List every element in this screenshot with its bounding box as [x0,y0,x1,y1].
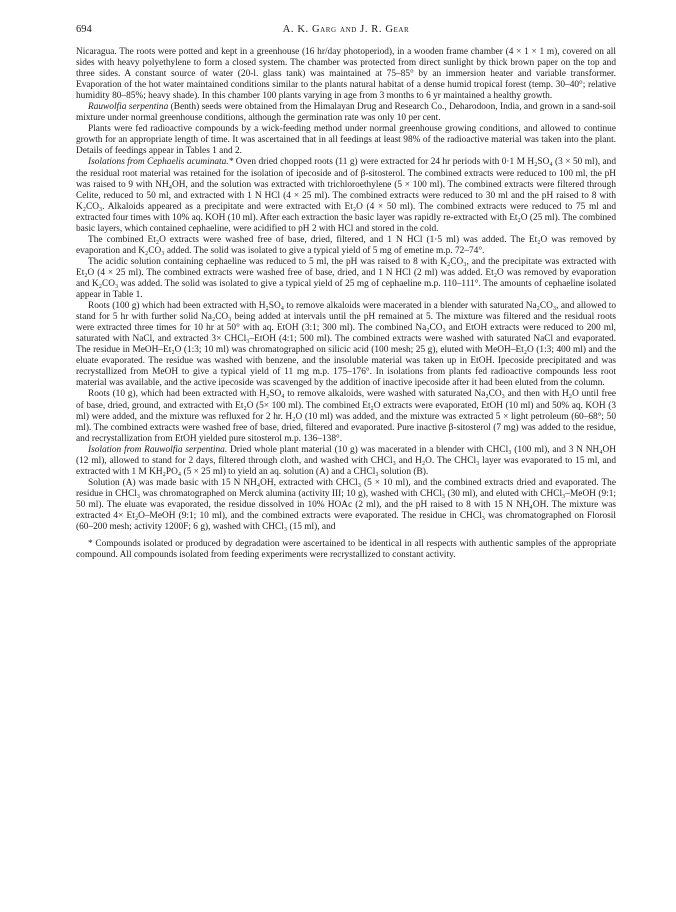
section-heading: Isolation from Rauwolfia serpentina. [88,444,228,455]
paragraph-lead: Rauwolfia serpentina [88,102,169,113]
running-title: A. K. Garg and J. R. Gear [282,24,410,35]
paragraph: Plants were fed radioactive compounds by a wick-feeding method under normal greenhouse growing conditions, and allowed to continue growth for an appropriate length of time. It was ascertained that in all feedings at least 98% of the radioactive material was taken into the plant. Details of feedings appear in Tables 1 and 2. [76,124,616,157]
footnote [76,539,616,561]
paragraph: Isolation from Rauwolfia serpentina. Dried whole plant material (10 g) was macerated in a blender with CHCl₃ (100 ml), and 3 N NH₄OH (12 ml), allowed to stand for 2 days, filtered through cloth, and washed with CHCl₃ and H₂O. The CHCl₃ layer was evaporated to 15 ml, and extracted with 1 M KH₂PO₄ (5 × 25 ml) to yield an aq. solution (A) and a CHCl₃ solution (B). [76,444,616,477]
paragraph: The acidic solution containing cephaeline was reduced to 5 ml, the pH was raised to 8 with K₂CO₃, and the precipitate was extracted with Et₂O (4 × 25 ml). The combined extracts were washed free of base, dried, and 1 N HCl (2 ml) was added. Et₂O was removed by evaporation and K₂CO₃ was added. The solid was isolated to give a typical yield of 25 mg of cephaeline m.p. 110–111°. The amounts of cephaeline isolated appear in Table 1. [76,256,616,301]
paragraph: Isolations from Cephaelis acuminata.* Oven dried chopped roots (11 g) were extracted for 24 hr periods with 0·1 M H₂SO₄ (3 × 50 ml), and the residual root material was retained for the isolation of ipecoside and of β-sitosterol. The combined extracts were reduced to 100 ml, the pH was raised to 9 with NH₄OH, and the solution was extracted with trichloroethylene (5 × 100 ml). The combined extracts were filtered through Celite, reduced to 50 ml, and extracted with 1 N HCl (4 × 25 ml). The combined extracts were reduced to 30 ml and the pH raised to 8 with K₂CO₃. Alkaloids appeared as a precipitate and were extracted with Et₂O (4 × 50 ml). The combined extracts were reduced to 75 ml and extracted four times with 10% aq. KOH (10 ml). After each extraction the basic layer was rapidly re-extracted with Et₂O (25 ml). The combined basic layers, which contained cephaeline, were acidified to pH 2 with HCl and stored in the cold. [76,157,616,234]
paragraph: The combined Et₂O extracts were washed free of base, dried, filtered, and 1 N HCl (1·5 ml) was added. The Et₂O was removed by evaporation and K₂CO₃ added. The solid was isolated to give a typical yield of 5 mg of emetine m.p. 72–74°. [76,234,616,256]
paragraph: Solution (A) was made basic with 15 N NH₄OH, extracted with CHCl₃ (5 × 10 ml), and the combined extracts dried and evaporated. The residue in CHCl₃ was chromatographed on Merck alumina (activity III; 10 g), washed with CHCl₃ (30 ml), and eluted with CHCl₃–MeOH (9:1; 50 ml). The eluate was evaporated, the residue dissolved in 10% HOAc (2 ml), and the pH raised to 8 with 15 N NH₄OH. The mixture was extracted 4× Et₂O–MeOH (9:1; 10 ml), and the combined extracts were evaporated. The residue in CHCl₃ was chromatographed on Florosil (60–200 mesh; activity 1200F; 6 g), washed with CHCl₃ (15 ml), and [76,477,616,533]
footnote-text: * Compounds isolated or produced by degradation were ascertained to be identical in all respects with authentic samples of the appropriate compound. All compounds isolated from feeding experiments were recrystallized to constant activity. [76,539,616,561]
section-heading: Isolations from Cephaelis acuminata.* [88,157,234,168]
paragraph: Roots (100 g) which had been extracted with H₂SO₄ to remove alkaloids were macerated in a blender with saturated Na₂CO₃, and allowed to stand for 5 hr with further solid Na₂CO₃ being added at intervals until the pH remained at 5. The mixture was filtered and the residual roots were extracted three times for 10 hr at 50° with aq. EtOH (3:1; 300 ml). The combined Na₂CO₃ and EtOH extracts were reduced to 200 ml, saturated with NaCl, and extracted 3× CHCl₃–EtOH (4:1; 500 ml). The combined extracts were washed with saturated NaCl and evaporated. The residue in MeOH–Et₂O (1:3; 10 ml) was chromatographed on silicic acid (100 mesh; 25 g), eluted with MeOH–Et₂O (1:3; 400 ml) and the eluate evaporated. The residue was washed with benzene, and the insoluble material was taken up in EtOH. Ipecoside precipitated and was recrystallized from MeOH to give a typical yield of 11 mg m.p. 175–176°. In isolations from plants fed radioactive compounds less root material was available, and the active ipecoside was scavenged by the addition of inactive ipecoside after it had been eluted from the column. [76,301,616,389]
paragraph: Roots (10 g), which had been extracted with H₂SO₄ to remove alkaloids, were washed with saturated Na₂CO₃ and then with H₂O until free of base, dried, ground, and extracted with Et₂O (5× 100 ml). The combined Et₂O extracts were evaporated, EtOH (10 ml) and 50% aq. KOH (3 ml) were added, and the mixture was refluxed for 2 hr. H₂O (10 ml) was added, and the mixture was extracted 5 × light petroleum (60–68°; 50 ml). The combined extracts were washed free of base, dried, filtered and evaporated. Pure inactive β-sitosterol (7 mg) was added to the residue, and recrystallization from EtOH yielded pure sitosterol m.p. 136–138°. [76,389,616,444]
paragraph: Nicaragua. The roots were potted and kept in a greenhouse (16 hr/day photoperiod), in a wooden frame chamber (4 × 1 × 1 m), covered on all sides with heavy polyethylene to form a closed system. The chamber was protected from direct sunlight by thick brown paper on the top and three sides. A constant source of water (20-l. glass tank) was maintained at 75–85° by an immersion heater and variable transformer. Evaporation of the hot water maintained conditions similar to the plants natural habitat of a dense humid tropical forest (temp. 30–40°; relative humidity 80–85%; heavy shade). In this chamber 100 plants varying in age from 3 months to 6 yr maintained a healthy growth. [76,47,616,102]
body-text [76,47,616,533]
page [76,24,616,561]
running-header [76,24,616,40]
paragraph: Rauwolfia serpentina (Benth) seeds were obtained from the Himalayan Drug and Research Co., Deharodoon, India, and grown in a sand-soil mixture under normal greenhouse conditions, although the germination rate was only 10 per cent. [76,102,616,124]
page-number: 694 [76,24,92,35]
